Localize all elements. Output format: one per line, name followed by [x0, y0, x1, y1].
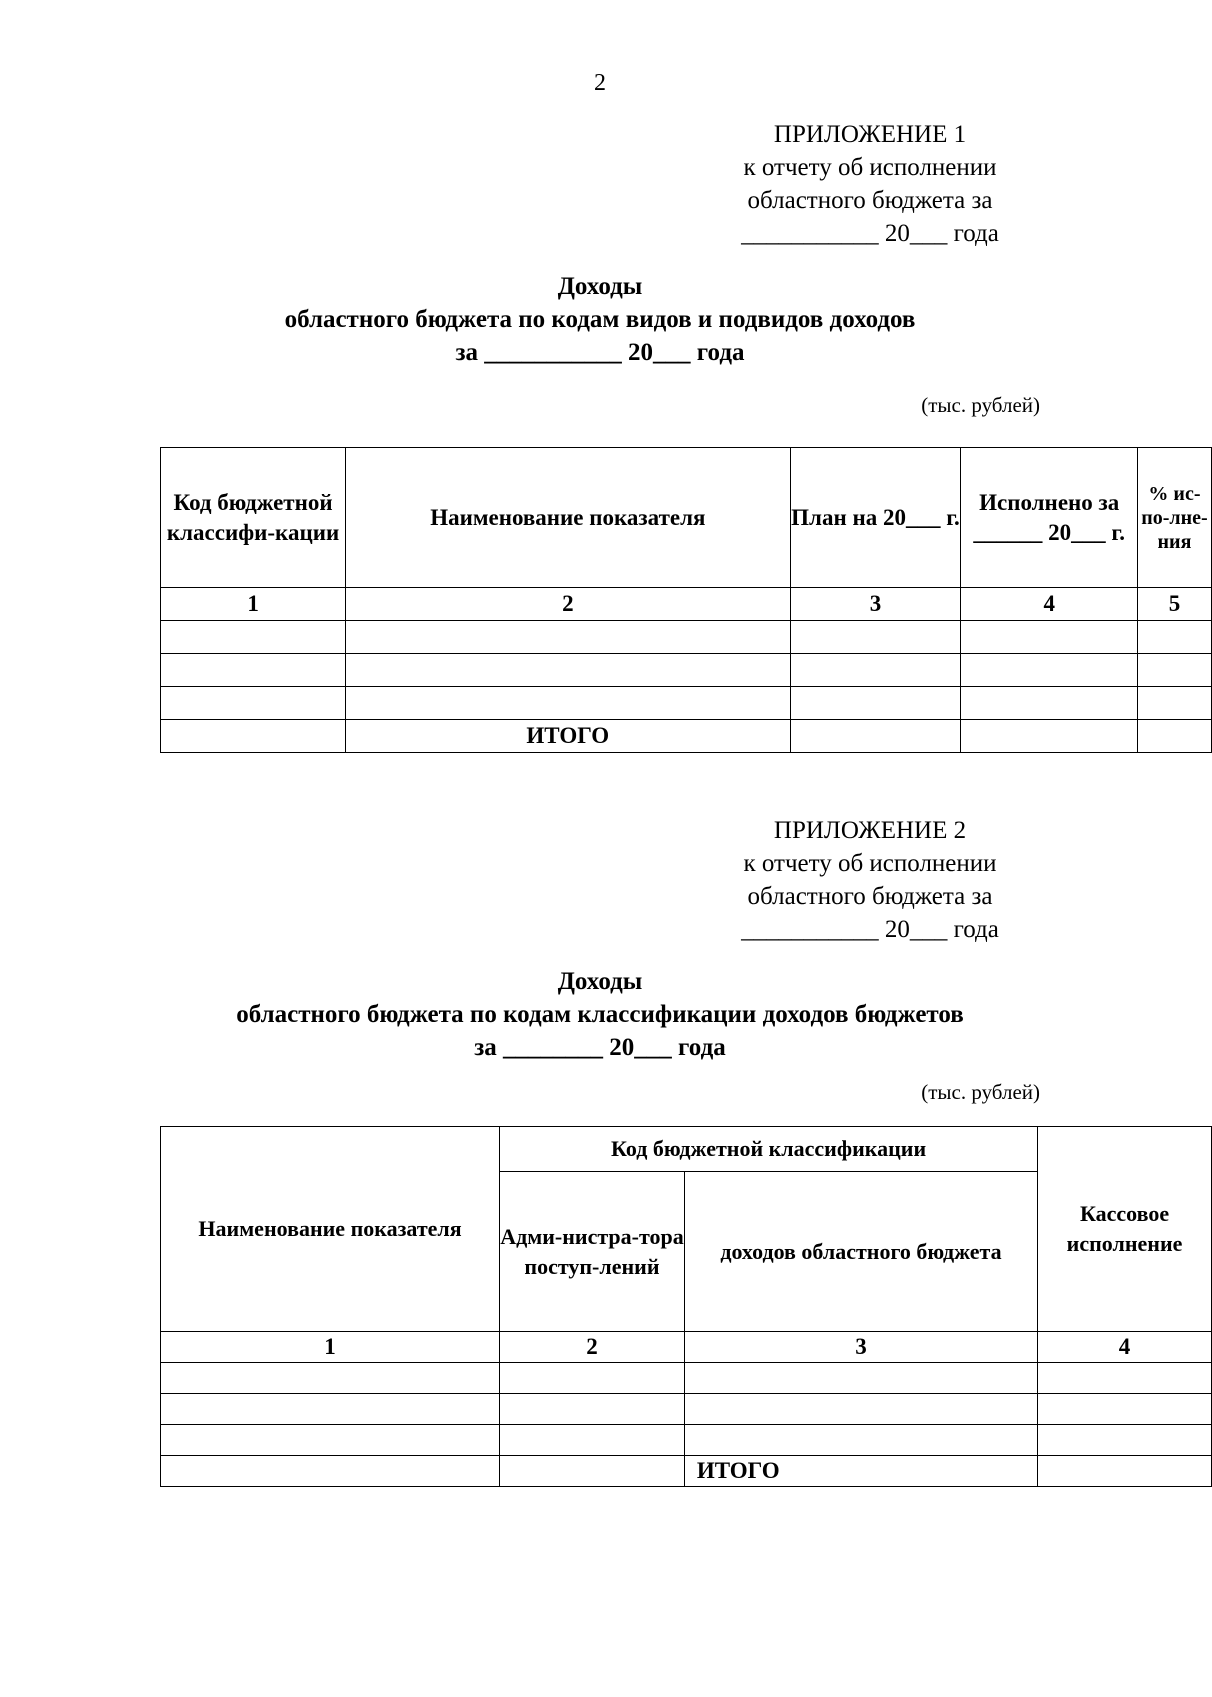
appendix-2-line-1: к отчету об исполнении [743, 850, 997, 877]
section-1-title-block [150, 270, 1050, 369]
table-row [161, 1363, 1212, 1394]
table-row [161, 1425, 1212, 1456]
appendix-2-title: ПРИЛОЖЕНИЕ 2 [773, 817, 967, 844]
appendix-1-line-2: областного бюджета за [747, 187, 993, 214]
table-1-header-plan: План на 20___ г. [790, 448, 961, 588]
table-2-colnum: 1 [161, 1332, 500, 1363]
appendix-1-title: ПРИЛОЖЕНИЕ 1 [773, 121, 967, 148]
section-2-title-block [150, 965, 1050, 1064]
table-2-header-code-group: Код бюджетной классификации [500, 1127, 1038, 1172]
table-1-colnum: 4 [961, 588, 1137, 621]
appendix-2-line-2: областного бюджета за [747, 883, 993, 910]
appendix-1-header [700, 118, 1040, 250]
table-2 [160, 1126, 1212, 1487]
table-row [161, 654, 1212, 687]
table-1 [160, 447, 1212, 753]
table-2-colnum: 3 [684, 1332, 1037, 1363]
table-1-colnum: 5 [1137, 588, 1211, 621]
section-1-title: Доходы [557, 273, 643, 300]
table-1-header-code: Код бюджетной классифи-кации [161, 448, 346, 588]
page-number: 2 [594, 70, 606, 96]
appendix-2-line-3: ___________ 20___ года [741, 916, 999, 943]
table-1-colnum: 1 [161, 588, 346, 621]
section-2-title: Доходы [557, 968, 643, 995]
table-row [161, 1394, 1212, 1425]
table-row [161, 621, 1212, 654]
table-2-header-name: Наименование показателя [161, 1127, 500, 1332]
table-1-header-name: Наименование показателя [346, 448, 790, 588]
table-row [161, 687, 1212, 720]
appendix-1-line-1: к отчету об исполнении [743, 154, 997, 181]
table-2-header-admin: Адми-нистра-тора поступ-лений [500, 1172, 685, 1332]
table-1-total-label: ИТОГО [346, 720, 790, 753]
section-2-subtitle: областного бюджета по кодам классификации доходов бюджетов [236, 1001, 964, 1028]
section-1-period: за ___________ 20___ года [455, 339, 745, 366]
table-1-total-row [161, 720, 1212, 753]
table-2-colnum: 2 [500, 1332, 685, 1363]
table-2-total-label: ИТОГО [684, 1456, 1037, 1487]
appendix-2-header [700, 814, 1040, 946]
table-1-header-executed: Исполнено за ______ 20___ г. [961, 448, 1137, 588]
section-1-subtitle: областного бюджета по кодам видов и подвидов доходов [284, 306, 916, 333]
appendix-1-line-3: ___________ 20___ года [741, 220, 999, 247]
table-1-header-percent: % ис-по-лне-ния [1137, 448, 1211, 588]
section-2-period: за ________ 20___ года [474, 1034, 726, 1061]
table-1-colnum: 2 [346, 588, 790, 621]
table-2-colnum: 4 [1038, 1332, 1212, 1363]
table-2-total-row [161, 1456, 1212, 1487]
table-2-header-revenue: доходов областного бюджета [684, 1172, 1037, 1332]
table-2-units: (тыс. рублей) [921, 1080, 1040, 1104]
table-2-header-cash: Кассовое исполнение [1038, 1127, 1212, 1332]
table-1-colnum: 3 [790, 588, 961, 621]
table-1-units: (тыс. рублей) [921, 393, 1040, 417]
